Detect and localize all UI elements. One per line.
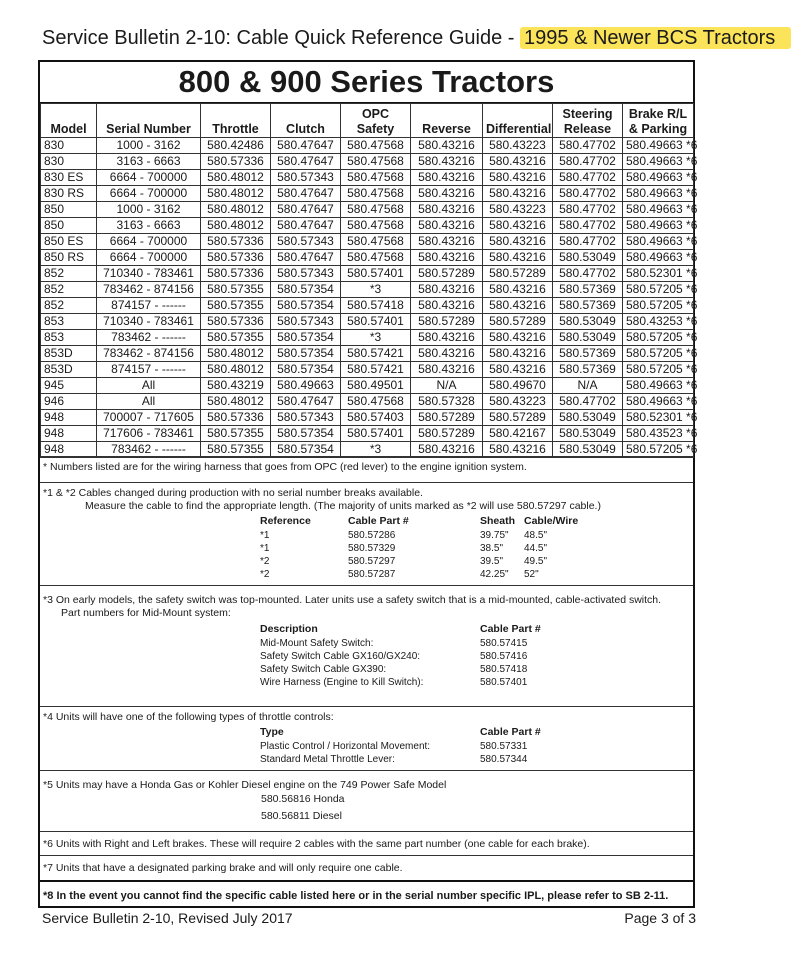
table-cell: 580.57369 <box>553 362 623 378</box>
table-cell: 580.43219 <box>201 378 271 394</box>
note-3 <box>40 585 693 698</box>
table-cell: 580.57289 <box>411 426 483 442</box>
table-row <box>41 186 694 202</box>
table-cell: All <box>97 378 201 394</box>
note-12-line1: *1 & *2 Cables changed during production with no serial number breaks available. <box>43 487 423 499</box>
table-cell: 580.49663 *6 <box>623 378 694 394</box>
note-4-header: Type <box>260 726 284 738</box>
note-3-cell: Wire Harness (Engine to Kill Switch): <box>260 677 424 688</box>
table-cell: 580.47702 <box>553 234 623 250</box>
table-cell: 580.43216 <box>411 282 483 298</box>
table-cell: 580.57289 <box>483 266 553 282</box>
table-cell: 580.52301 *6 <box>623 266 694 282</box>
table-cell: 580.57355 <box>201 442 271 458</box>
table-cell: 580.57369 <box>553 346 623 362</box>
table-cell: 580.43216 <box>483 346 553 362</box>
table-cell: 580.48012 <box>201 202 271 218</box>
note-12-cell: 38.5" <box>480 543 504 554</box>
table-cell: 580.48012 <box>201 170 271 186</box>
note-12-cell: 49.5" <box>524 556 548 567</box>
table-cell: 830 ES <box>41 170 97 186</box>
table-cell: 580.43216 <box>483 282 553 298</box>
table-cell: 580.53049 <box>553 410 623 426</box>
table-cell: 580.57336 <box>201 410 271 426</box>
note-7-text: *7 Units that have a designated parking brake and will only require one cable. <box>43 862 403 874</box>
table-row <box>41 250 694 266</box>
note-12-cell: *1 <box>260 530 270 541</box>
table-cell: 580.43216 <box>411 170 483 186</box>
table-cell: 580.43216 <box>411 186 483 202</box>
table-cell: 6664 - 700000 <box>97 170 201 186</box>
table-cell: 580.57205 *6 <box>623 282 694 298</box>
note-4-cell: 580.57344 <box>480 754 528 765</box>
table-cell: 580.57205 *6 <box>623 298 694 314</box>
note-8-text: *8 In the event you cannot find the specific cable listed here or in the serial number specific IPL, please refer to SB 2-11. <box>43 890 669 902</box>
table-cell: 580.43216 <box>411 138 483 154</box>
table-cell: 580.47647 <box>271 202 341 218</box>
table-cell: 580.57369 <box>553 298 623 314</box>
table-cell: 945 <box>41 378 97 394</box>
table-row <box>41 202 694 218</box>
table-cell: 580.47647 <box>271 138 341 154</box>
table-cell: 580.47568 <box>341 202 411 218</box>
table-cell: 580.43216 <box>411 346 483 362</box>
note-3-header: Cable Part # <box>480 623 541 635</box>
table-cell: 580.57355 <box>201 426 271 442</box>
note-6-text: *6 Units with Right and Left brakes. These will require 2 cables with the same part number (one cable for each brake). <box>43 838 590 850</box>
table-cell: *3 <box>341 282 411 298</box>
table-cell: 580.43223 <box>483 394 553 410</box>
table-cell: 580.49663 *6 <box>623 138 694 154</box>
table-cell: 580.43216 <box>483 234 553 250</box>
header-highlight: 1995 & Newer BCS Tractors <box>520 27 791 49</box>
table-cell: 717606 - 783461 <box>97 426 201 442</box>
cable-table <box>40 103 698 458</box>
table-cell: 580.43216 <box>411 330 483 346</box>
note-4 <box>40 706 693 766</box>
note-12-cell: 52" <box>524 569 539 580</box>
table-cell: *3 <box>341 442 411 458</box>
table-cell: 580.43216 <box>411 298 483 314</box>
note-12-cell: 39.5" <box>480 556 504 567</box>
table-cell: 830 RS <box>41 186 97 202</box>
table-cell: 580.43216 <box>411 202 483 218</box>
table-cell: 853 <box>41 330 97 346</box>
table-cell: 580.43216 <box>411 234 483 250</box>
note-12 <box>40 482 693 584</box>
table-row <box>41 330 694 346</box>
table-cell: 580.43216 <box>411 154 483 170</box>
column-header: OPC Safety <box>341 104 411 138</box>
footer-bulletin: Service Bulletin 2-10, Revised July 2017 <box>42 910 293 926</box>
note-6 <box>40 831 693 853</box>
table-cell: 580.57343 <box>271 266 341 282</box>
table-row <box>41 426 694 442</box>
table-cell: 580.57343 <box>271 170 341 186</box>
note-3-cell: Safety Switch Cable GX160/GX240: <box>260 651 421 662</box>
note-3-cell: Mid-Mount Safety Switch: <box>260 638 374 649</box>
table-cell: 850 RS <box>41 250 97 266</box>
table-cell: 852 <box>41 298 97 314</box>
table-cell: 580.57289 <box>483 410 553 426</box>
table-cell: 580.57401 <box>341 314 411 330</box>
table-cell: 580.43253 *6 <box>623 314 694 330</box>
table-cell: 580.57205 *6 <box>623 362 694 378</box>
table-cell: 580.57205 *6 <box>623 346 694 362</box>
note-12-cell: 44.5" <box>524 543 548 554</box>
table-cell: 580.43216 <box>483 218 553 234</box>
table-cell: 580.57354 <box>271 442 341 458</box>
table-cell: 580.52301 *6 <box>623 410 694 426</box>
table-cell: 580.57328 <box>411 394 483 410</box>
table-cell: 580.49501 <box>341 378 411 394</box>
table-cell: 580.42167 <box>483 426 553 442</box>
header-prefix: Service Bulletin 2-10: Cable Quick Reference Guide - <box>42 27 521 49</box>
note-12-cell: 580.57287 <box>348 569 396 580</box>
note-12-cell: *2 <box>260 569 270 580</box>
table-cell: 948 <box>41 410 97 426</box>
table-cell: 580.57354 <box>271 298 341 314</box>
note-4-cell: Standard Metal Throttle Lever: <box>260 754 395 765</box>
table-cell: 580.57354 <box>271 426 341 442</box>
note-12-cell: 580.57297 <box>348 556 396 567</box>
table-cell: 580.49663 <box>271 378 341 394</box>
column-header: Brake R/L & Parking <box>623 104 694 138</box>
table-row <box>41 282 694 298</box>
table-cell: 580.57289 <box>411 266 483 282</box>
table-cell: 580.49663 *6 <box>623 234 694 250</box>
note-5-diesel: 580.56811 Diesel <box>261 810 342 822</box>
table-cell: 783462 - ------ <box>97 442 201 458</box>
column-header: Clutch <box>271 104 341 138</box>
table-cell: 580.43216 <box>483 250 553 266</box>
table-cell: 580.53049 <box>553 442 623 458</box>
table-cell: 580.57418 <box>341 298 411 314</box>
table-cell: 853D <box>41 362 97 378</box>
table-cell: 580.48012 <box>201 394 271 410</box>
table-cell: 580.49663 *6 <box>623 170 694 186</box>
table-cell: 850 ES <box>41 234 97 250</box>
table-cell: 580.47647 <box>271 154 341 170</box>
table-cell: 580.43223 <box>483 202 553 218</box>
table-cell: 580.49663 *6 <box>623 394 694 410</box>
table-cell: 580.57354 <box>271 282 341 298</box>
table-cell: 6664 - 700000 <box>97 186 201 202</box>
table-cell: 1000 - 3162 <box>97 138 201 154</box>
table-row <box>41 138 694 154</box>
table-cell: 580.43216 <box>483 186 553 202</box>
table-cell: 3163 - 6663 <box>97 154 201 170</box>
table-row <box>41 218 694 234</box>
table-cell: 580.49663 *6 <box>623 218 694 234</box>
table-cell: 580.47702 <box>553 266 623 282</box>
table-cell: 580.47568 <box>341 186 411 202</box>
table-cell: 580.49663 *6 <box>623 154 694 170</box>
table-cell: 830 <box>41 138 97 154</box>
table-row <box>41 234 694 250</box>
table-cell: 580.57336 <box>201 154 271 170</box>
note-star-text: * Numbers listed are for the wiring harness that goes from OPC (red lever) to the engine ignition system. <box>43 461 527 473</box>
note-3-cell: 580.57416 <box>480 651 528 662</box>
table-row <box>41 346 694 362</box>
table-cell: 580.43216 <box>411 250 483 266</box>
table-cell: 580.57354 <box>271 346 341 362</box>
note-star <box>40 456 693 476</box>
table-cell: 580.57205 *6 <box>623 330 694 346</box>
table-cell: 783462 - ------ <box>97 330 201 346</box>
table-cell: 580.43216 <box>483 442 553 458</box>
table-cell: 580.43216 <box>411 362 483 378</box>
table-row <box>41 154 694 170</box>
note-4-header: Cable Part # <box>480 726 541 738</box>
table-cell: 946 <box>41 394 97 410</box>
table-cell: 580.47702 <box>553 186 623 202</box>
note-3-cell: 580.57418 <box>480 664 528 675</box>
table-cell: 580.47568 <box>341 154 411 170</box>
table-cell: 580.57289 <box>483 314 553 330</box>
table-row <box>41 170 694 186</box>
table-cell: 580.53049 <box>553 314 623 330</box>
note-4-line1: *4 Units will have one of the following types of throttle controls: <box>43 711 334 723</box>
table-cell: 580.57354 <box>271 362 341 378</box>
table-cell: 580.57343 <box>271 234 341 250</box>
document-frame <box>38 60 698 908</box>
table-cell: N/A <box>553 378 623 394</box>
table-row <box>41 394 694 410</box>
table-cell: 580.48012 <box>201 218 271 234</box>
table-cell: 580.57343 <box>271 410 341 426</box>
table-cell: 580.42486 <box>201 138 271 154</box>
table-cell: 6664 - 700000 <box>97 234 201 250</box>
note-3-cell: 580.57415 <box>480 638 528 649</box>
table-cell: 700007 - 717605 <box>97 410 201 426</box>
table-cell: 580.57355 <box>201 282 271 298</box>
table-cell: 580.57355 <box>201 330 271 346</box>
table-cell: 580.43216 <box>483 330 553 346</box>
table-cell: 580.47647 <box>271 218 341 234</box>
note-12-header: Cable Part # <box>348 515 409 527</box>
note-12-cell: 42.25" <box>480 569 509 580</box>
table-cell: 580.57336 <box>201 266 271 282</box>
table-row <box>41 378 694 394</box>
note-12-header: Reference <box>260 515 311 527</box>
table-row <box>41 410 694 426</box>
table-cell: 580.57343 <box>271 314 341 330</box>
table-cell: 580.47702 <box>553 394 623 410</box>
note-4-cell: Plastic Control / Horizontal Movement: <box>260 741 431 752</box>
table-cell: 580.43216 <box>483 154 553 170</box>
table-cell: 580.57336 <box>201 234 271 250</box>
table-cell: 580.43216 <box>483 362 553 378</box>
table-cell: 580.57289 <box>411 410 483 426</box>
table-cell: 580.57355 <box>201 298 271 314</box>
table-cell: 3163 - 6663 <box>97 218 201 234</box>
note-3-header: Description <box>260 623 318 635</box>
note-5-line1: *5 Units may have a Honda Gas or Kohler Diesel engine on the 749 Power Safe Model <box>43 779 447 791</box>
table-cell: 783462 - 874156 <box>97 282 201 298</box>
note-12-header: Cable/Wire <box>524 515 579 527</box>
table-cell: 580.47647 <box>271 186 341 202</box>
note-3-line2: Part numbers for Mid-Mount system: <box>61 607 231 619</box>
table-cell: 580.47647 <box>271 250 341 266</box>
table-cell: 853D <box>41 346 97 362</box>
table-cell: 580.57403 <box>341 410 411 426</box>
table-cell: 580.57369 <box>553 282 623 298</box>
note-12-header: Sheath <box>480 515 516 527</box>
table-cell: 580.43523 *6 <box>623 426 694 442</box>
table-cell: All <box>97 394 201 410</box>
note-3-line1: *3 On early models, the safety switch was top-mounted. Later units use a safety switch that is a mid-mounted, cable-activated switch. <box>43 594 662 606</box>
table-cell: 580.53049 <box>553 330 623 346</box>
table-cell: 850 <box>41 218 97 234</box>
table-cell: 580.49663 *6 <box>623 186 694 202</box>
table-cell: 580.53049 <box>553 426 623 442</box>
column-header: Serial Number <box>97 104 201 138</box>
table-cell: 850 <box>41 202 97 218</box>
table-cell: *3 <box>341 330 411 346</box>
table-cell: 580.57336 <box>201 314 271 330</box>
table-cell: N/A <box>411 378 483 394</box>
table-cell: 580.57421 <box>341 362 411 378</box>
table-cell: 580.47702 <box>553 218 623 234</box>
table-row <box>41 362 694 378</box>
table-cell: 710340 - 783461 <box>97 314 201 330</box>
column-header: Throttle <box>201 104 271 138</box>
table-cell: 580.49663 *6 <box>623 250 694 266</box>
bulletin-header <box>42 26 791 50</box>
page-title: 800 & 900 Series Tractors <box>40 62 693 104</box>
table-cell: 580.47568 <box>341 218 411 234</box>
column-header: Steering Release <box>553 104 623 138</box>
table-cell: 580.47568 <box>341 170 411 186</box>
table-cell: 874157 - ------ <box>97 298 201 314</box>
column-header: Reverse <box>411 104 483 138</box>
table-cell: 580.48012 <box>201 346 271 362</box>
table-row <box>41 314 694 330</box>
note-8 <box>40 880 693 907</box>
note-12-cell: 580.57329 <box>348 543 396 554</box>
note-12-cell: *2 <box>260 556 270 567</box>
note-5 <box>40 770 693 827</box>
note-7 <box>40 855 693 877</box>
table-cell: 6664 - 700000 <box>97 250 201 266</box>
note-12-line2: Measure the cable to find the appropriate length. (The majority of units marked as *2 will use 580.57297 cable.) <box>85 500 601 512</box>
table-cell: 580.57401 <box>341 426 411 442</box>
table-cell: 830 <box>41 154 97 170</box>
footer-page-number: Page 3 of 3 <box>624 910 696 926</box>
table-cell: 852 <box>41 266 97 282</box>
table-body <box>41 138 698 458</box>
table-header-row <box>41 104 694 138</box>
table-cell: 580.47702 <box>553 138 623 154</box>
note-5-honda: 580.56816 Honda <box>261 793 345 805</box>
table-cell: 853 <box>41 314 97 330</box>
table-cell: 580.49670 <box>483 378 553 394</box>
table-cell: 580.57421 <box>341 346 411 362</box>
table-cell: 852 <box>41 282 97 298</box>
table-cell: 580.57336 <box>201 250 271 266</box>
note-3-cell: Safety Switch Cable GX390: <box>260 664 387 675</box>
column-header: Differential <box>483 104 553 138</box>
table-cell: 874157 - ------ <box>97 362 201 378</box>
table-row <box>41 298 694 314</box>
table-cell: 783462 - 874156 <box>97 346 201 362</box>
table-cell: 580.57289 <box>411 314 483 330</box>
table-row <box>41 266 694 282</box>
table-cell: 580.43216 <box>483 298 553 314</box>
note-12-cell: *1 <box>260 543 270 554</box>
table-cell: 580.43216 <box>411 442 483 458</box>
table-cell: 580.43216 <box>483 170 553 186</box>
note-12-cell: 48.5" <box>524 530 548 541</box>
table-cell: 580.43216 <box>411 218 483 234</box>
table-cell: 948 <box>41 426 97 442</box>
table-cell: 580.53049 <box>553 250 623 266</box>
table-cell: 580.47647 <box>271 394 341 410</box>
table-cell: 1000 - 3162 <box>97 202 201 218</box>
note-12-cell: 580.57286 <box>348 530 396 541</box>
table-cell: 580.47702 <box>553 154 623 170</box>
table-cell: 948 <box>41 442 97 458</box>
table-cell: 580.48012 <box>201 362 271 378</box>
note-12-cell: 39.75" <box>480 530 509 541</box>
table-cell: 580.47702 <box>553 202 623 218</box>
table-cell: 580.47568 <box>341 234 411 250</box>
table-cell: 580.47702 <box>553 170 623 186</box>
table-cell: 580.48012 <box>201 186 271 202</box>
table-cell: 710340 - 783461 <box>97 266 201 282</box>
table-cell: 580.57205 *6 <box>623 442 694 458</box>
table-cell: 580.47568 <box>341 250 411 266</box>
note-4-cell: 580.57331 <box>480 741 528 752</box>
table-cell: 580.49663 *6 <box>623 202 694 218</box>
table-cell: 580.57354 <box>271 330 341 346</box>
table-cell: 580.47568 <box>341 394 411 410</box>
table-cell: 580.43223 <box>483 138 553 154</box>
table-cell: 580.57401 <box>341 266 411 282</box>
note-3-cell: 580.57401 <box>480 677 528 688</box>
table-cell: 580.47568 <box>341 138 411 154</box>
column-header: Model <box>41 104 97 138</box>
